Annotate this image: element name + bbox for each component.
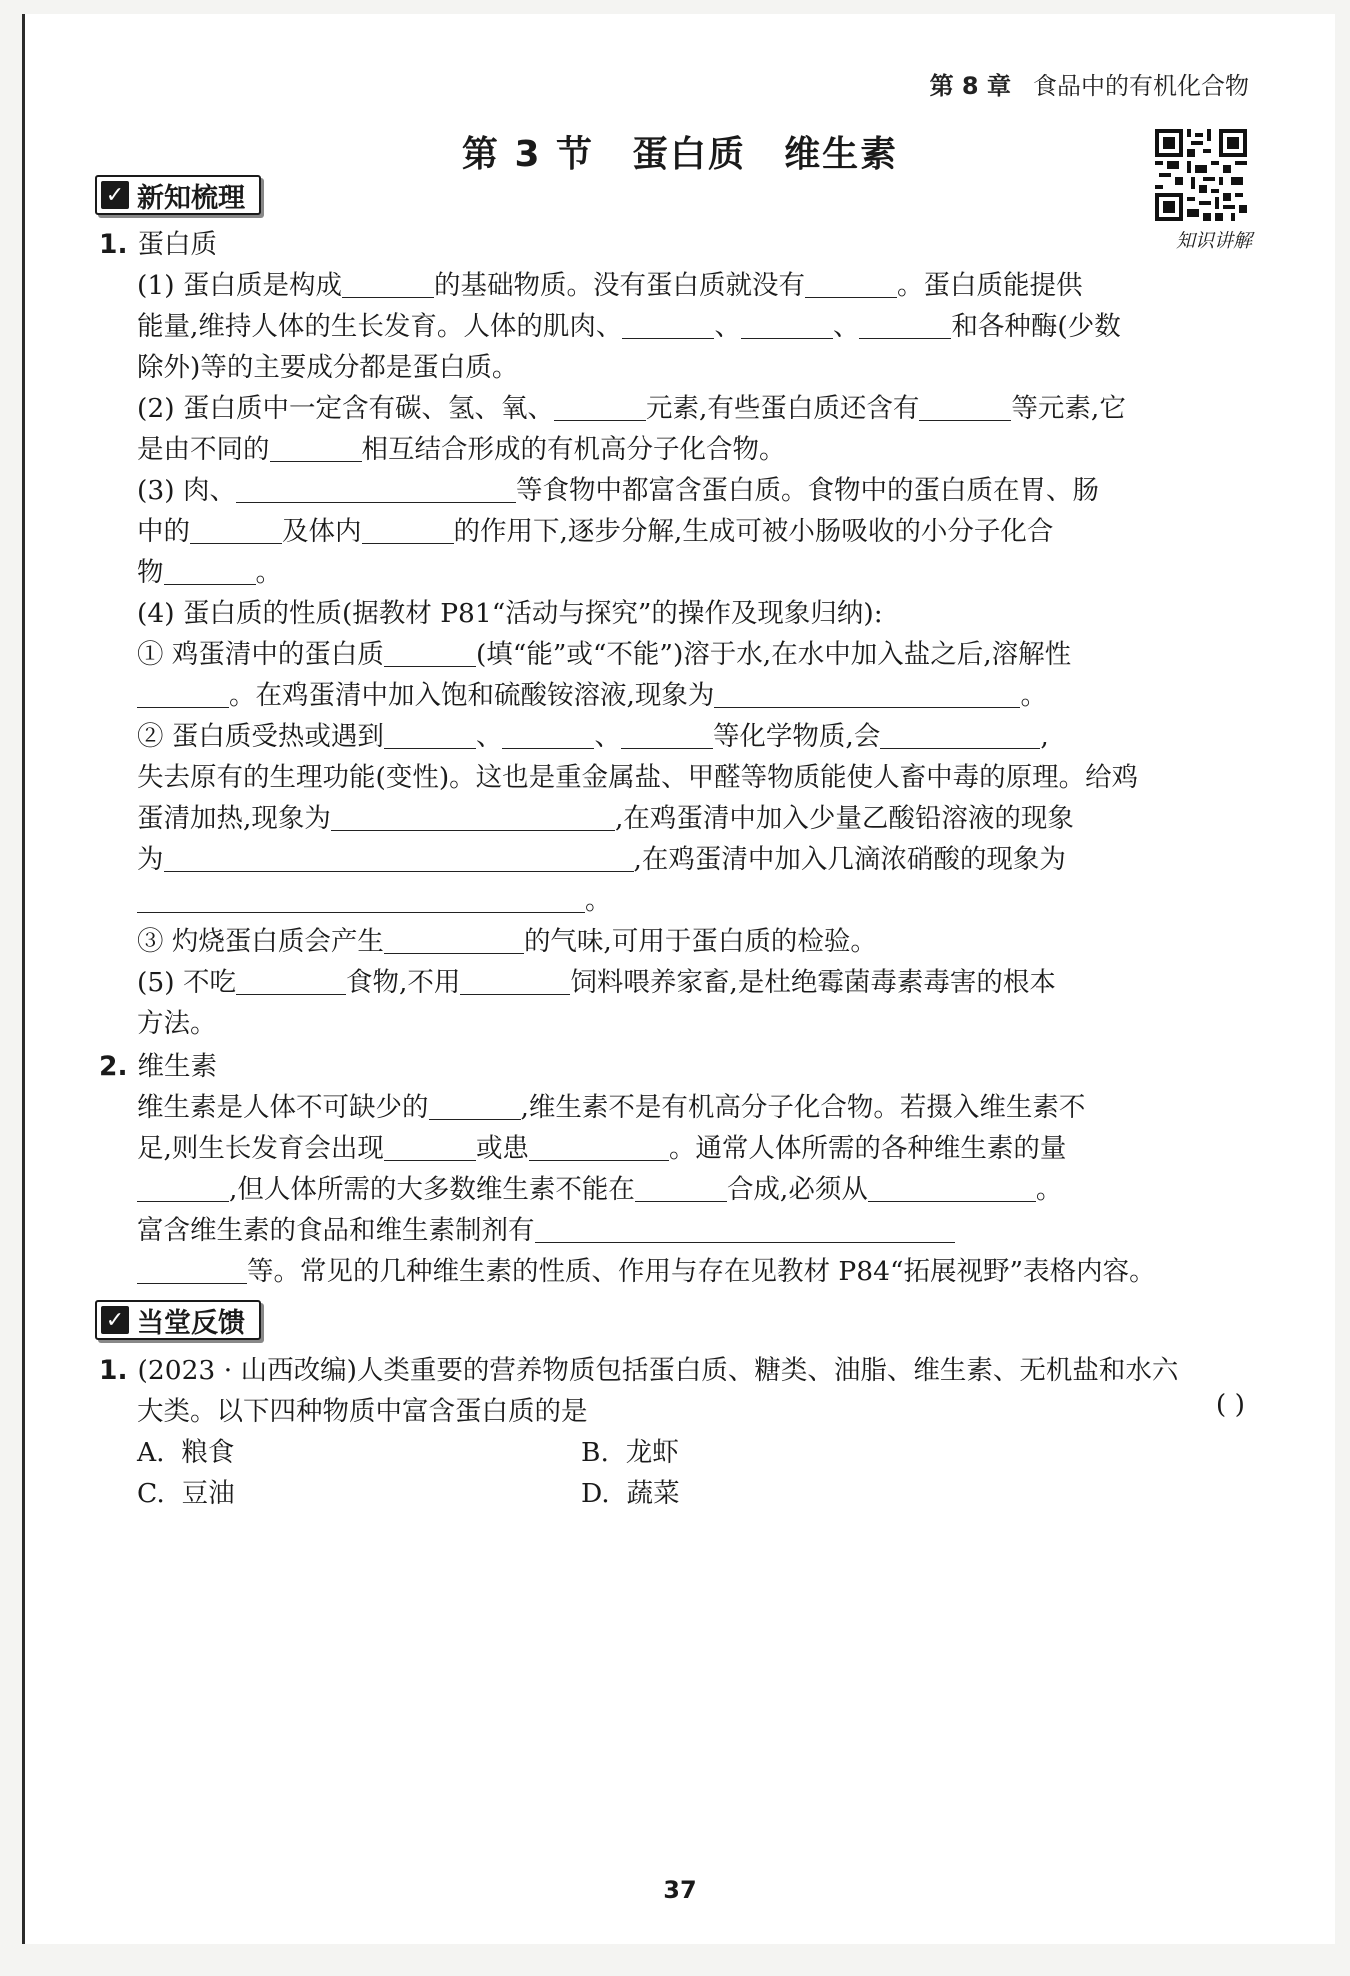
text-line: (4) 蛋白质的性质(据教材 P81“活动与探究”的操作及现象归纳): xyxy=(137,598,883,629)
blank[interactable] xyxy=(164,841,634,872)
checkbox-icon: ✓ xyxy=(101,1306,129,1334)
blank[interactable] xyxy=(741,308,833,339)
part2-title: 维生素 xyxy=(137,1051,218,1082)
option-a[interactable]: A. 粮食 xyxy=(137,1437,235,1468)
question-stem-line xyxy=(137,1389,588,1428)
section-header-classroom-feedback xyxy=(95,1300,261,1340)
blank[interactable] xyxy=(236,964,346,995)
answer-parenthesis[interactable]: ( ) xyxy=(1215,1389,1245,1420)
workbook-page xyxy=(22,14,1335,1944)
blank[interactable] xyxy=(137,1171,229,1202)
text-line: 蛋清加热,现象为 ,在鸡蛋清中加入少量乙酸铅溶液的现象 xyxy=(137,796,1074,835)
text-line: 等。常见的几种维生素的性质、作用与存在见教材 P84“拓展视野”表格内容。 xyxy=(137,1249,1156,1288)
option-b[interactable]: B. 龙虾 xyxy=(581,1437,679,1468)
text-line: 。 xyxy=(137,878,612,917)
text-line: ,但人体所需的大多数维生素不能在 合成,必须从 。 xyxy=(137,1167,1062,1206)
part1-heading xyxy=(99,222,217,261)
part1-number: 1. xyxy=(99,229,128,260)
blank[interactable] xyxy=(502,718,594,749)
blank[interactable] xyxy=(362,513,454,544)
blank[interactable] xyxy=(535,1212,955,1243)
blank[interactable] xyxy=(554,390,646,421)
section-number: 第 3 节 xyxy=(461,134,595,175)
blank[interactable] xyxy=(880,718,1040,749)
question-number: 1. xyxy=(99,1355,128,1386)
blank[interactable] xyxy=(137,677,229,708)
blank[interactable] xyxy=(164,554,256,585)
blank[interactable] xyxy=(190,513,282,544)
title-topic-protein: 蛋白质 xyxy=(632,134,747,175)
section-header-new-knowledge xyxy=(95,175,261,215)
text-line: 是由不同的 相互结合形成的有机高分子化合物。 xyxy=(137,427,786,466)
option-d[interactable]: D. 蔬菜 xyxy=(581,1478,680,1509)
text-line: 中的 及体内 的作用下,逐步分解,生成可被小肠吸收的小分子化合 xyxy=(137,509,1053,548)
text-line: (1) 蛋白质是构成 的基础物质。没有蛋白质就没有 。蛋白质能提供 xyxy=(137,263,1082,302)
question-stem: 大类。以下四种物质中富含蛋白质的是 xyxy=(137,1396,588,1427)
text-line: 。在鸡蛋清中加入饱和硫酸铵溶液,现象为 。 xyxy=(137,673,1047,712)
part2-heading xyxy=(99,1044,217,1083)
text-line: (3) 肉、 等食物中都富含蛋白质。食物中的蛋白质在胃、肠 xyxy=(137,468,1099,507)
blank[interactable] xyxy=(137,882,585,913)
blank[interactable] xyxy=(384,718,476,749)
blank[interactable] xyxy=(621,718,713,749)
option-c[interactable]: C. 豆油 xyxy=(137,1478,235,1509)
text-line: 失去原有的生理功能(变性)。这也是重金属盐、甲醛等物质能使人畜中毒的原理。给鸡 xyxy=(137,762,1139,793)
text-line: 为 ,在鸡蛋清中加入几滴浓硝酸的现象为 xyxy=(137,837,1066,876)
blank[interactable] xyxy=(384,923,524,954)
text-line: 富含维生素的食品和维生素制剂有 xyxy=(137,1208,955,1247)
text-line: 物 。 xyxy=(137,550,282,589)
page-number: 37 xyxy=(663,1876,697,1904)
blank[interactable] xyxy=(635,1171,727,1202)
blank[interactable] xyxy=(342,267,434,298)
section-header-label: 新知梳理 xyxy=(137,182,245,214)
blank[interactable] xyxy=(529,1130,669,1161)
part2-number: 2. xyxy=(99,1051,128,1082)
text-line: 方法。 xyxy=(137,1008,217,1039)
running-header xyxy=(930,66,1249,101)
text-line: ② 蛋白质受热或遇到 、 、 等化学物质,会 , xyxy=(137,714,1049,753)
text-line: 维生素是人体不可缺少的 ,维生素不是有机高分子化合物。若摄入维生素不 xyxy=(137,1085,1085,1124)
text-line: 能量,维持人体的生长发育。人体的肌肉、 、 、 和各种酶(少数 xyxy=(137,304,1121,343)
text-line: (2) 蛋白质中一定含有碳、氢、氧、 元素,有些蛋白质还含有 等元素,它 xyxy=(137,386,1126,425)
blank[interactable] xyxy=(137,1253,247,1284)
text-line: 除外)等的主要成分都是蛋白质。 xyxy=(137,352,519,383)
checkbox-icon: ✓ xyxy=(101,181,129,209)
blank[interactable] xyxy=(384,636,476,667)
blank[interactable] xyxy=(270,431,362,462)
text-line: ① 鸡蛋清中的蛋白质 (填“能”或“不能”)溶于水,在水中加入盐之后,溶解性 xyxy=(137,632,1071,671)
blank[interactable] xyxy=(384,1130,476,1161)
blank[interactable] xyxy=(868,1171,1036,1202)
section-title xyxy=(25,126,1335,177)
blank[interactable] xyxy=(919,390,1011,421)
blank[interactable] xyxy=(460,964,570,995)
section-header-label: 当堂反馈 xyxy=(137,1307,245,1339)
qr-code-icon[interactable] xyxy=(1155,129,1247,221)
text-line: 足,则生长发育会出现 或患 。通常人体所需的各种维生素的量 xyxy=(137,1126,1066,1165)
text-line: (5) 不吃 食物,不用 饲料喂养家畜,是杜绝霉菌毒素毒害的根本 xyxy=(137,960,1056,999)
text-line: ③ 灼烧蛋白质会产生 的气味,可用于蛋白质的检验。 xyxy=(137,919,877,958)
blank[interactable] xyxy=(622,308,714,339)
blank[interactable] xyxy=(859,308,951,339)
blank[interactable] xyxy=(805,267,897,298)
chapter-title: 食品中的有机化合物 xyxy=(1033,72,1249,100)
question-stem: (2023 · 山西改编)人类重要的营养物质包括蛋白质、糖类、油脂、维生素、无机盐和水六 xyxy=(137,1355,1179,1386)
blank[interactable] xyxy=(714,677,1020,708)
chapter-number: 第 8 章 xyxy=(929,72,1011,100)
blank[interactable] xyxy=(331,800,615,831)
blank[interactable] xyxy=(429,1089,521,1120)
blank[interactable] xyxy=(236,472,516,503)
question-stem-line xyxy=(99,1348,1178,1387)
part1-title: 蛋白质 xyxy=(137,229,218,260)
qr-code-label: 知识讲解 xyxy=(1175,230,1252,252)
title-topic-vitamin: 维生素 xyxy=(784,134,899,175)
